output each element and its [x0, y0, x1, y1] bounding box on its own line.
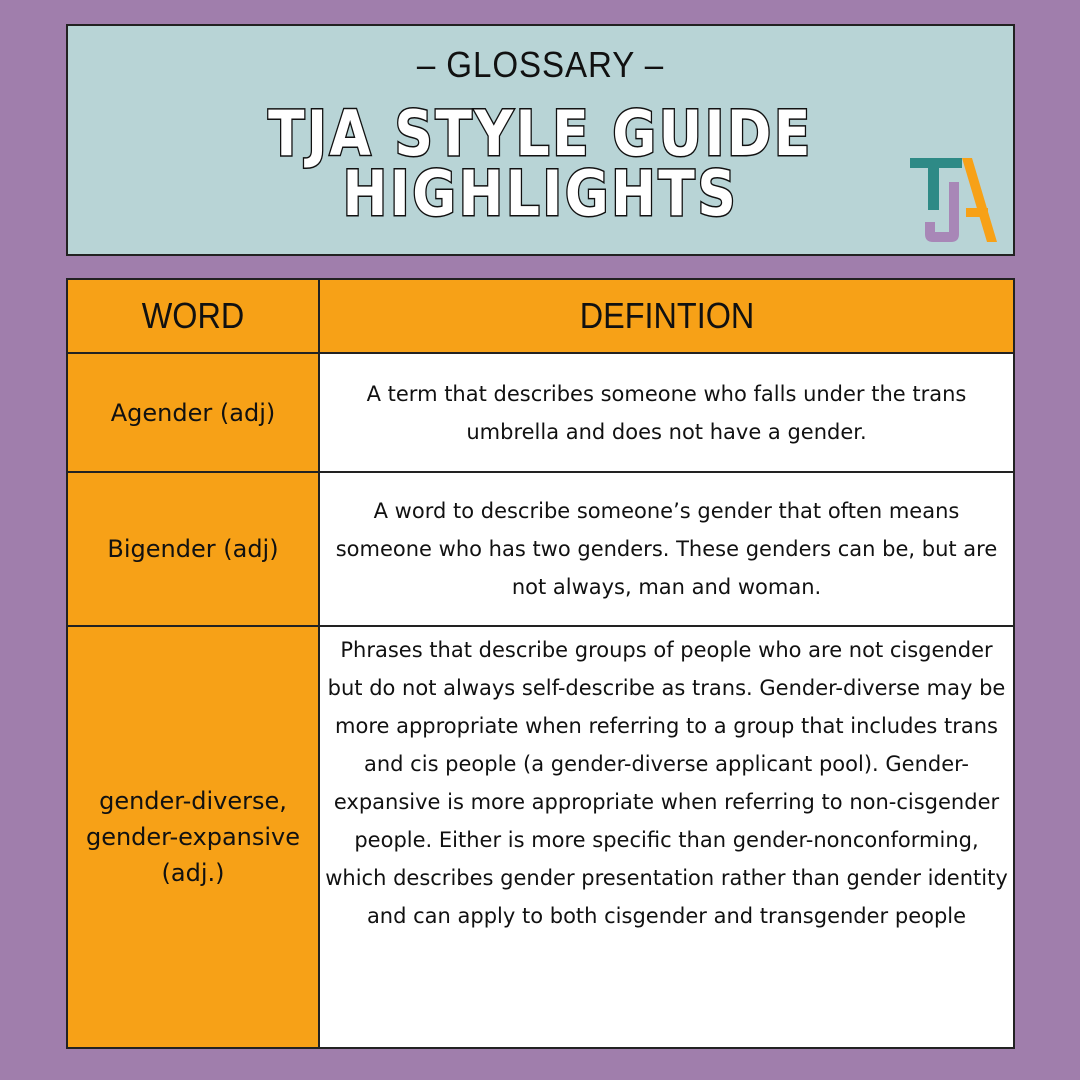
column-header-definition: DEFINTION — [320, 280, 1013, 352]
term-cell: Bigender (adj) — [68, 473, 318, 625]
page-title — [134, 97, 947, 230]
glossary-subtitle: – GLOSSARY – — [416, 44, 665, 85]
column-header-word: WORD — [68, 280, 318, 352]
title-line-1: TJA STYLE GUIDE — [268, 97, 813, 170]
header-banner — [66, 24, 1015, 256]
title-line-2: HIGHLIGHTS — [342, 157, 739, 230]
definition-cell: A word to describe someone’s gender that often means someone who has two genders. These genders can be, but are not always, man and woman. — [320, 473, 1013, 625]
tja-logo-icon — [900, 156, 1000, 246]
definition-cell: Phrases that describe groups of people who are not cisgender but do not always self-describe as trans. Gender-diverse may be more appropriate when referring to a group that includes trans and cis people (a gender-diverse applicant pool). Gender-expansive is more appropriate when referring to non-cisgender people. Either is more specific than gender-nonconforming, which describes gender presentation rather than gender identity and can apply to both cisgender and transgender people — [320, 627, 1013, 1047]
definition-cell: A term that describes someone who falls under the trans umbrella and does not have a gender. — [320, 354, 1013, 471]
term-cell: Agender (adj) — [68, 354, 318, 471]
glossary-table — [66, 278, 1015, 1049]
term-cell: gender-diverse, gender-expansive (adj.) — [68, 627, 318, 1047]
